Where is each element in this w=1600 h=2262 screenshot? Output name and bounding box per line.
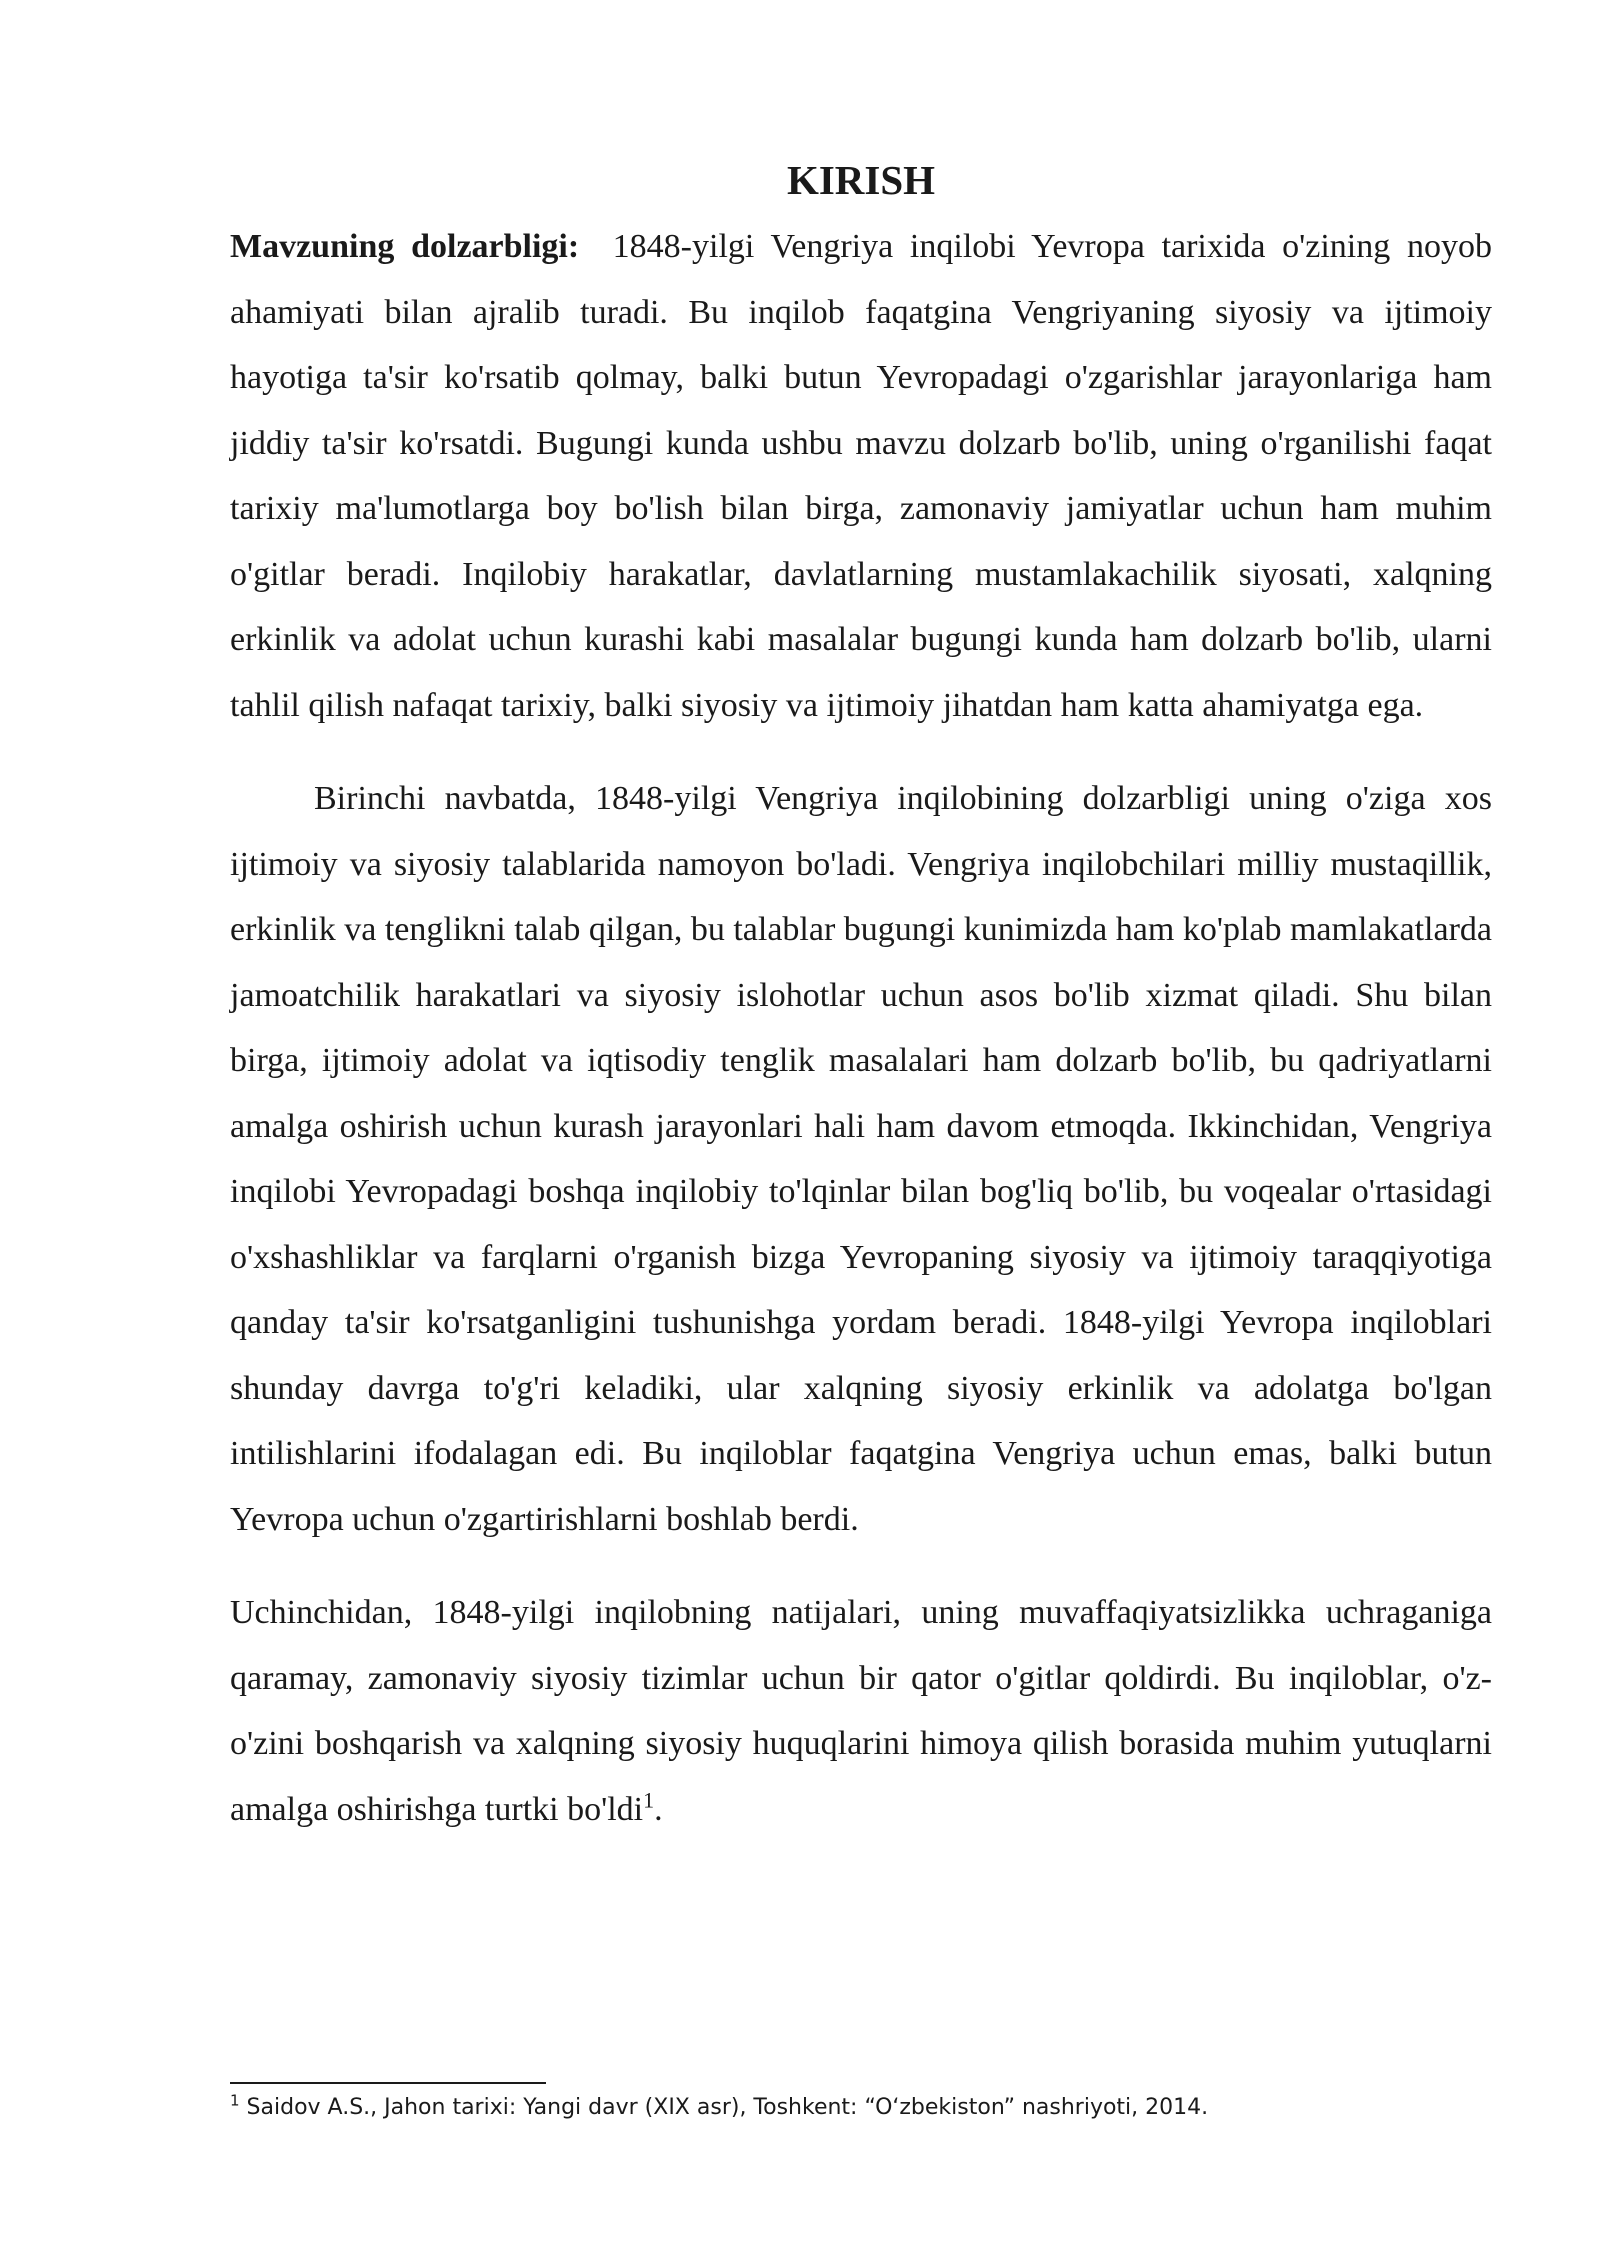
footnote-text: Saidov A.S., Jahon tarixi: Yangi davr (XIX asr), Toshkent: “O‘zbekiston” nashriyoti, 2014.: [246, 2095, 1209, 2120]
document-body: [230, 150, 1492, 1842]
paragraph-third: [230, 1580, 1492, 1842]
paragraph-relevance: [230, 214, 1492, 738]
footnote-reference[interactable]: 1: [643, 1787, 655, 1813]
paragraph-end: .: [654, 1790, 663, 1828]
paragraph-text: Uchinchidan, 1848-yilgi inqilobning natijalari, uning muvaffaqiyatsizlikka uchraganiga qaramay, zamonaviy siyosiy tizimlar uchun bir qator o'gitlar qoldirdi. Bu inqiloblar, o'z-o'zini boshqarish va xalqning siyosiy huquqlarini himoya qilish borasida muhim yutuqlarni amalga oshirishga turtki bo'ldi: [230, 1594, 1492, 1828]
paragraph-text: Birinchi navbatda, 1848-yilgi Vengriya inqilobining dolzarbligi uning o'ziga xos ijtimoiy va siyosiy talablarida namoyon bo'ladi. Vengriya inqilobchilari milliy mustaqillik, erkinlik va tenglikni talab qilgan, bu talablar bugungi kunimizda ham ko'plab mamlakatlarda jamoatchilik harakatlari va siyosiy islohotlar uchun asos bo'lib xizmat qiladi. Shu bilan birga, ijtimoiy adolat va iqtisodiy tenglik masalalari ham dolzarb bo'lib, bu qadriyatlarni amalga oshirish uchun kurash jarayonlari hali ham davom etmoqda. Ikkinchidan, Vengriya inqilobi Yevropadagi boshqa inqilobiy to'lqinlar bilan bog'liq bo'lib, bu voqealar o'rtasidagi o'xshashliklar va farqlarni o'rganish bizga Yevropaning siyosiy va ijtimoiy taraqqiyotiga qanday ta'sir ko'rsatganligini tushunishga yordam beradi. 1848-yilgi Yevropa inqiloblari shunday davrga to'g'ri keladiki, ular xalqning siyosiy erkinlik va adolatga bo'lgan intilishlarini ifodalagan edi. Bu inqiloblar faqatgina Vengriya uchun emas, balki butun Yevropa uchun o'zgartirishlarni boshlab berdi.: [230, 780, 1492, 1538]
footnote-number: 1: [230, 2091, 240, 2110]
paragraph-text: 1848-yilgi Vengriya inqilobi Yevropa tarixida o'zining noyob ahamiyati bilan ajralib turadi. Bu inqilob faqatgina Vengriyaning siyosiy va ijtimoiy hayotiga ta'sir ko'rsatib qolmay, balki butun Yevropadagi o'zgarishlar jarayonlariga ham jiddiy ta'sir ko'rsatdi. Bugungi kunda ushbu mavzu dolzarb bo'lib, uning o'rganilishi faqat tarixiy ma'lumotlarga boy bo'lish bilan birga, zamonaviy jamiyatlar uchun ham muhim o'gitlar beradi. Inqilobiy harakatlar, davlatlarning mustamlakachilik siyosati, xalqning erkinlik va adolat uchun kurashi kabi masalalar bugungi kunda ham dolzarb bo'lib, ularni tahlil qilish nafaqat tarixiy, balki siyosiy va ijtimoiy jihatdan ham katta ahamiyatga ega.: [230, 228, 1492, 724]
paragraph-lead-label: Mavzuning dolzarbligi:: [230, 228, 580, 265]
page-title: KIRISH: [786, 157, 936, 203]
footnote: [230, 2093, 1492, 2123]
paragraph-first: [230, 766, 1492, 1552]
footnote-separator: [230, 2082, 546, 2084]
